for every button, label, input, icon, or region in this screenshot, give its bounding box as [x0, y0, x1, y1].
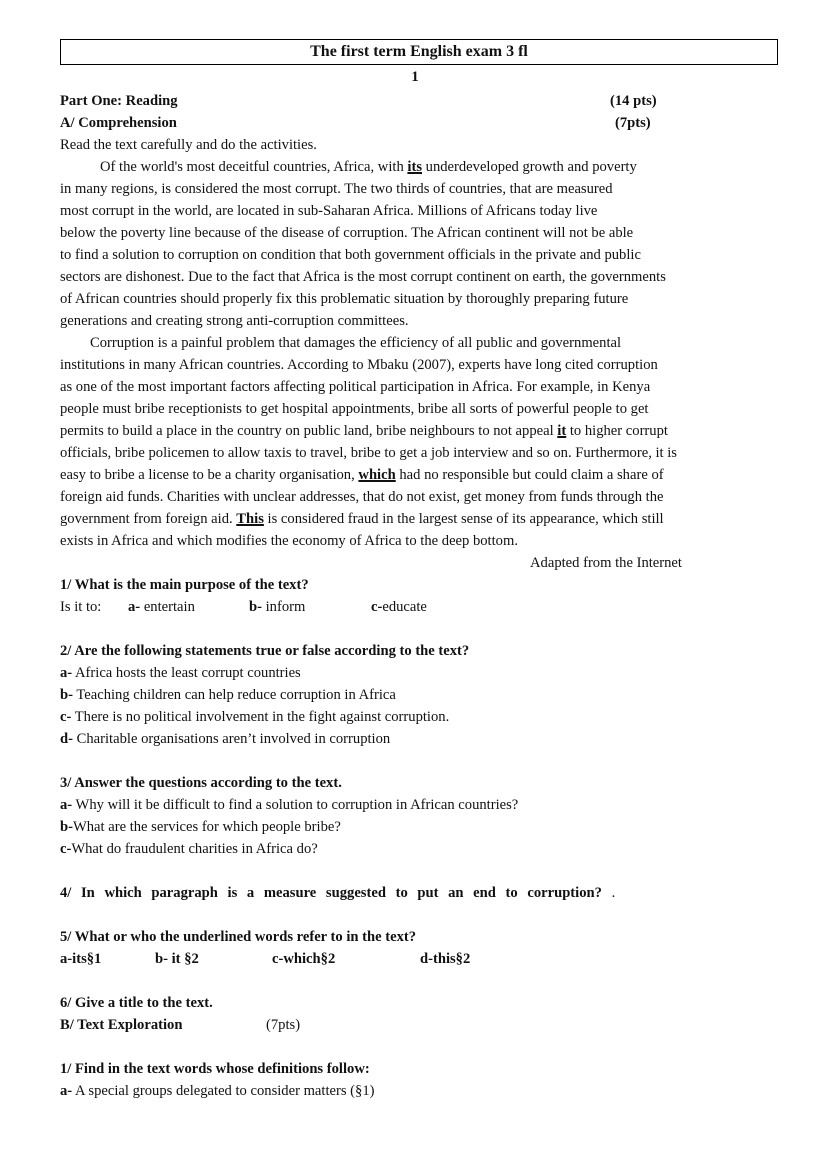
paragraph-line [60, 332, 770, 354]
underlined-word: This [236, 511, 264, 527]
paragraph-line [60, 420, 770, 442]
text-segment: most corrupt in the world, are located in sub-Saharan Africa. Millions of Africans today live [60, 203, 598, 219]
q1-lead: Is it to: [60, 599, 102, 615]
q5-option-b: b- it §2 [155, 951, 199, 967]
paragraph-line [60, 222, 770, 244]
paragraph-line [60, 376, 770, 398]
paragraph-2 [60, 332, 770, 552]
text-segment: is considered fraud in the largest sense of its appearance, which still [263, 511, 664, 527]
paragraph-line [60, 156, 770, 178]
question-6: 6/ Give a title to the text. [60, 995, 213, 1011]
paragraph-line [60, 354, 770, 376]
text-segment: in many regions, is considered the most corrupt. The two thirds of countries, that are measured [60, 181, 613, 197]
underlined-word: which [358, 467, 396, 483]
q2-item-d: d- Charitable organisations aren’t involved in corruption [60, 731, 391, 747]
part-one-points: (14 pts) [610, 93, 657, 109]
text-segment: Of the world's most deceitful countries, Africa, with [100, 159, 408, 175]
q1-option-b: b- inform [249, 599, 306, 615]
paragraph-line [60, 244, 770, 266]
question-5: 5/ What or who the underlined words refer to in the text? [60, 929, 417, 945]
text-segment: government from foreign aid. [60, 511, 237, 527]
part-one-label: Part One: Reading [60, 93, 178, 109]
paragraph-line [60, 464, 770, 486]
section-b-heading [60, 1014, 770, 1036]
paragraph-line [60, 266, 770, 288]
source-note: Adapted from the Internet [530, 555, 682, 571]
text-segment: officials, bribe policemen to allow taxis to travel, bribe to get a job interview and so on. Furthermore, it is [60, 445, 677, 461]
text-segment: people must bribe receptionists to get hospital appointments, bribe all sorts of powerful people to get [60, 401, 649, 417]
paragraph-line [60, 178, 770, 200]
question-5-options [60, 948, 770, 970]
text-segment: sectors are dishonest. Due to the fact that Africa is the most corrupt continent on earth, the governments [60, 269, 666, 285]
text-segment: Corruption is a painful problem that damages the efficiency of all public and governmental [90, 335, 622, 351]
text-segment: generations and creating strong anti-corruption committees. [60, 313, 409, 329]
q3-item-a: a- Why will it be difficult to find a solution to corruption in African countries? [60, 797, 519, 813]
paragraph-line [60, 288, 770, 310]
text-segment: institutions in many African countries. According to Mbaku (2007), experts have long cited corruption [60, 357, 658, 373]
text-segment: easy to bribe a license to be a charity organisation, [60, 467, 359, 483]
q1-option-a: a- entertain [128, 599, 195, 615]
text-segment: to find a solution to corruption on condition that both government officials in the private and public [60, 247, 641, 263]
paragraph-line [60, 398, 770, 420]
question-3: 3/ Answer the questions according to the text. [60, 775, 342, 791]
text-segment: had no responsible but could claim a share of [395, 467, 664, 483]
b-question-1: 1/ Find in the text words whose definitions follow: [60, 1061, 370, 1077]
q2-item-c: c- There is no political involvement in the fight against corruption. [60, 709, 450, 725]
q2-item-b: b- Teaching children can help reduce corruption in Africa [60, 687, 396, 703]
page-number: 1 [411, 69, 419, 85]
paragraph-line [60, 530, 770, 552]
paragraph-line [60, 486, 770, 508]
section-b-points: (7pts) [266, 1017, 301, 1033]
part-one-heading [60, 90, 770, 112]
text-segment: permits to build a place in the country on public land, bribe neighbours to not appeal [60, 423, 558, 439]
b1-item-a: a- A special groups delegated to consider matters (§1) [60, 1083, 375, 1099]
text-segment: to higher corrupt [566, 423, 668, 439]
paragraph-line [60, 200, 770, 222]
section-a-heading [60, 112, 770, 134]
question-1: 1/ What is the main purpose of the text? [60, 577, 309, 593]
paragraph-line [60, 310, 770, 332]
q2-item-a: a- Africa hosts the least corrupt countries [60, 665, 301, 681]
underlined-word: its [407, 159, 422, 175]
exam-body [60, 90, 770, 1102]
question-2: 2/ Are the following statements true or false according to the text? [60, 643, 470, 659]
q3-item-b: b-What are the services for which people bribe? [60, 819, 341, 835]
q1-option-c: c-educate [371, 599, 427, 615]
exam-title: The first term English exam 3 fl [60, 39, 778, 65]
q5-option-a: a-its§1 [60, 951, 102, 967]
q5-option-d: d-this§2 [420, 951, 471, 967]
text-segment: foreign aid funds. Charities with unclear addresses, that do not exist, get money from funds through the [60, 489, 664, 505]
text-segment: exists in Africa and which modifies the economy of Africa to the deep bottom. [60, 533, 518, 549]
paragraph-line [60, 442, 770, 464]
question-4: 4/ In which paragraph is a measure suggested to put an end to corruption? . [60, 885, 616, 901]
paragraph-line [60, 508, 770, 530]
instruction: Read the text carefully and do the activities. [60, 137, 317, 153]
section-a-label: A/ Comprehension [60, 115, 177, 131]
q5-option-c: c-which§2 [272, 951, 336, 967]
underlined-word: it [557, 423, 567, 439]
section-b-label: B/ Text Exploration [60, 1017, 183, 1033]
text-segment: as one of the most important factors affecting political participation in Africa. For example, in Kenya [60, 379, 651, 395]
text-segment: below the poverty line because of the disease of corruption. The African continent will not be able [60, 225, 634, 241]
q3-item-c: c-What do fraudulent charities in Africa do? [60, 841, 318, 857]
question-1-options [60, 596, 770, 618]
text-segment: of African countries should properly fix this problematic situation by thoroughly preparing future [60, 291, 629, 307]
section-a-points: (7pts) [615, 115, 651, 131]
paragraph-1 [60, 156, 770, 332]
text-segment: underdeveloped growth and poverty [422, 159, 637, 175]
